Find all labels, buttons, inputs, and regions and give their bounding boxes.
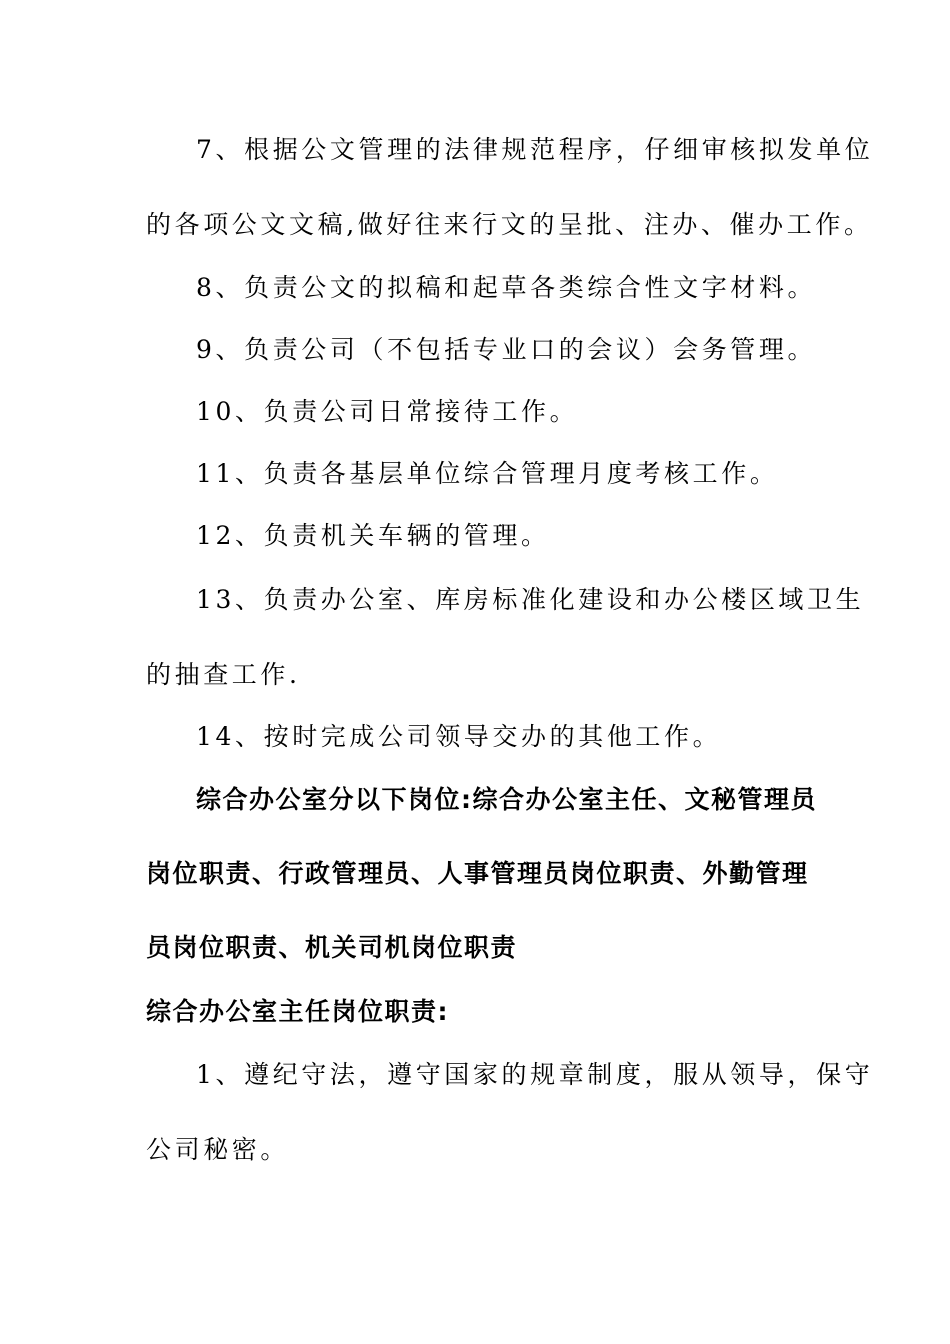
director-item-1-line-1: 1、遵纪守法，遵守国家的规章制度，服从领导，保守 [196, 1060, 874, 1089]
paragraph-9: 9、负责公司（不包括专业口的会议）会务管理。 [196, 335, 817, 364]
positions-heading-line-2: 岗位职责、行政管理员、人事管理员岗位职责、外勤管理 [146, 859, 809, 888]
paragraph-8: 8、负责公文的拟稿和起草各类综合性文字材料。 [196, 273, 817, 302]
paragraph-7-line-1: 7、根据公文管理的法律规范程序，仔细审核拟发单位 [196, 135, 874, 164]
positions-heading-line-3: 员岗位职责、机关司机岗位职责 [146, 933, 518, 962]
paragraph-11: 11、负责各基层单位综合管理月度考核工作。 [196, 459, 779, 488]
paragraph-7-line-2: 的各项公文文稿,做好往来行文的呈批、注办、催办工作。 [146, 210, 873, 239]
positions-heading-line-1: 综合办公室分以下岗位:综合办公室主任、文秘管理员 [196, 785, 817, 814]
director-heading: 综合办公室主任岗位职责: [146, 997, 449, 1026]
paragraph-13-line-1: 13、负责办公室、库房标准化建设和办公楼区域卫生 [196, 585, 865, 614]
paragraph-10: 10、负责公司日常接待工作。 [196, 397, 579, 426]
paragraph-14: 14、按时完成公司领导交办的其他工作。 [196, 722, 722, 751]
paragraph-12: 12、负责机关车辆的管理。 [196, 521, 550, 550]
paragraph-13-line-2: 的抽查工作. [146, 660, 301, 689]
director-item-1-line-2: 公司秘密。 [146, 1135, 290, 1164]
